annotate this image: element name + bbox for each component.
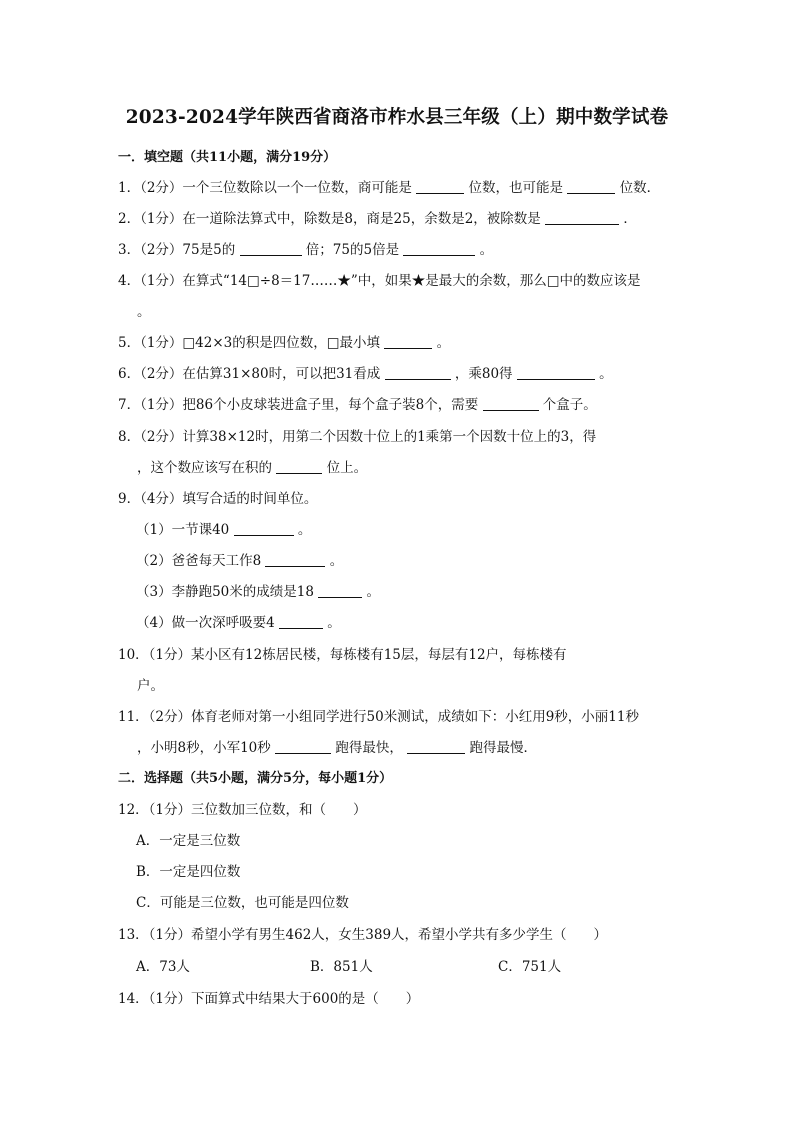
question-13: 13．（1分）希望小学有男生462人，女生389人，希望小学共有多少学生（ ） — [118, 927, 608, 943]
answer-blank — [483, 396, 539, 411]
question-12-option-a: A．一定是三位数 — [136, 833, 241, 849]
question-4-cont: 。 — [137, 304, 151, 320]
question-10: 10．（1分）某小区有12栋居民楼，每栋楼有15层，每层有12户，每栋楼有 — [118, 647, 567, 663]
question-13-option-b: B．851人 — [310, 959, 373, 975]
question-13-option-c: C．751人 — [498, 959, 562, 975]
question-12-option-b: B．一定是四位数 — [136, 864, 241, 880]
question-8-cont: ，这个数应该写在积的 位上。 — [137, 460, 368, 476]
answer-blank — [275, 739, 331, 754]
answer-blank — [567, 179, 615, 194]
section-choice-heading: 二．选择题（共5小题，满分5分，每小题1分） — [118, 771, 393, 786]
exam-title: 2023-2024学年陕西省商洛市柞水县三年级（上）期中数学试卷 — [125, 107, 669, 128]
section-fill-in-heading: 一．填空题（共11小题，满分19分） — [118, 150, 337, 165]
question-2: 2．（1分）在一道除法算式中，除数是8，商是25，余数是2，被除数是 ． — [118, 211, 637, 227]
question-3: 3．（2分）75是5的 倍；75的5倍是 。 — [118, 242, 494, 258]
question-12-option-c: C．可能是三位数，也可能是四位数 — [136, 895, 349, 911]
answer-blank — [265, 552, 325, 567]
question-9-part-1: （1）一节课40 。 — [136, 522, 312, 538]
answer-blank — [407, 739, 465, 754]
answer-blank — [385, 365, 451, 380]
question-8: 8．（2分）计算38×12时，用第二个因数十位上的1乘第一个因数十位上的3，得 — [118, 429, 597, 445]
answer-blank — [517, 365, 595, 380]
question-11: 11．（2分）体育老师对第一小组同学进行50米测试，成绩如下：小红用9秒，小丽11秒 — [118, 709, 639, 725]
question-13-option-a: A．73人 — [136, 959, 190, 975]
answer-blank — [276, 459, 322, 474]
question-1: 1．（2分）一个三位数除以一个一位数，商可能是 位数，也可能是 位数． — [118, 180, 661, 196]
answer-blank — [318, 583, 362, 598]
question-5: 5．（1分）□42×3的积是四位数，□最小填 。 — [118, 335, 451, 351]
question-7: 7．（1分）把86个小皮球装进盒子里，每个盒子装8个，需要 个盒子。 — [118, 397, 597, 413]
question-4: 4．（1分）在算式“14□÷8＝17……★”中，如果★是最大的余数，那么□中的数应该是 — [118, 273, 641, 289]
answer-blank — [384, 334, 432, 349]
answer-blank — [234, 521, 294, 536]
question-14: 14．（1分）下面算式中结果大于600的是（ ） — [118, 991, 420, 1007]
question-10-cont: 户。 — [137, 678, 164, 694]
question-13-options — [136, 955, 616, 975]
question-9-part-2: （2）爸爸每天工作8 。 — [136, 553, 344, 569]
answer-blank — [240, 241, 302, 256]
question-12: 12．（1分）三位数加三位数，和（ ） — [118, 802, 367, 818]
question-6: 6．（2分）在估算31×80时，可以把31看成 ，乘80得 。 — [118, 366, 613, 382]
answer-blank — [279, 614, 323, 629]
question-9-part-4: （4）做一次深呼吸要4 。 — [136, 615, 341, 631]
question-11-cont: ，小明8秒，小军10秒 跑得最快， 跑得最慢． — [137, 740, 537, 756]
question-9: 9．（4分）填写合适的时间单位。 — [118, 491, 318, 507]
answer-blank — [416, 179, 464, 194]
answer-blank — [403, 241, 475, 256]
question-9-part-3: （3）李静跑50米的成绩是18 。 — [136, 584, 381, 600]
answer-blank — [545, 210, 619, 225]
